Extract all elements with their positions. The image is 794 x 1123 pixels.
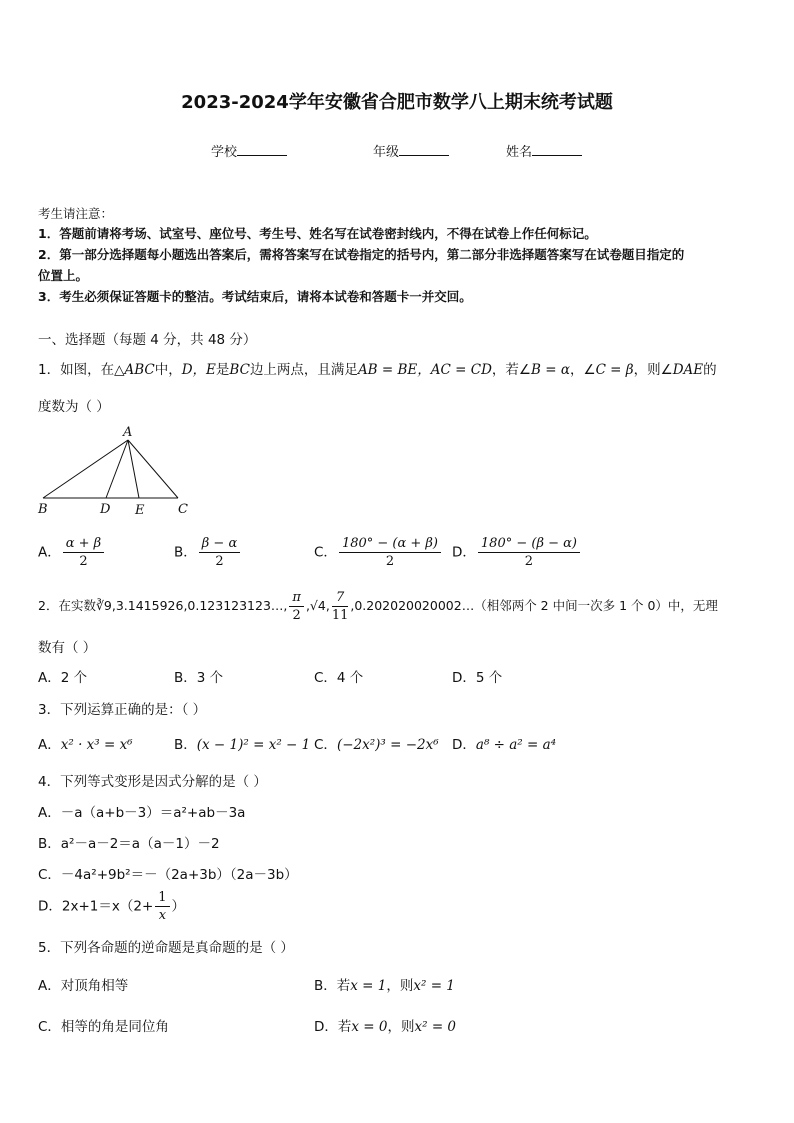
q1-stem-cont: 度数为（ ） xyxy=(38,399,110,415)
section-heading: 一、选择题（每题 4 分，共 48 分） xyxy=(38,332,257,348)
numerator: 180° − (β − α) xyxy=(478,536,580,553)
grade-blank xyxy=(399,143,449,156)
q4-option-c[interactable]: C．－4a²+9b²＝－（2a+3b）（2a－3b） xyxy=(38,867,298,883)
denominator: 2 xyxy=(524,554,534,569)
fraction xyxy=(63,536,104,569)
option-math: (−2x²)³ = −2x⁶ xyxy=(336,737,439,753)
q3-option-d[interactable] xyxy=(452,733,556,753)
numerator: 180° − (α + β) xyxy=(339,536,441,553)
option-letter: A． xyxy=(38,544,61,561)
q1-text-k: ，∠ xyxy=(569,362,596,378)
q1-option-b[interactable] xyxy=(174,536,242,569)
vertex-label-c: C xyxy=(178,502,188,517)
option-math: x² = 0 xyxy=(414,1019,457,1035)
denominator: 2 xyxy=(215,554,224,569)
q4-option-d[interactable] xyxy=(38,890,185,923)
q1-option-a[interactable] xyxy=(38,536,106,569)
option-text: ，则 xyxy=(386,978,414,994)
note-1: 1．答题前请将考场、试室号、座位号、考生号、姓名写在试卷密封线内，不得在试卷上作任何标记。 xyxy=(38,226,597,241)
denominator: 11 xyxy=(331,608,349,623)
option-text: D．2x+1＝x（2+ xyxy=(38,898,154,915)
school-blank xyxy=(237,143,287,156)
option-letter: B． xyxy=(174,737,197,753)
q1-option-d[interactable] xyxy=(452,536,582,569)
denominator: x xyxy=(158,908,167,923)
vertex-label-a: A xyxy=(123,425,133,440)
denominator: 2 xyxy=(292,608,301,623)
segment-ae xyxy=(128,440,139,498)
q1-stem xyxy=(38,358,717,378)
denominator: 2 xyxy=(79,554,88,569)
q3-option-b[interactable] xyxy=(174,733,310,753)
numerator: 1 xyxy=(155,890,169,907)
q1-angle-b: B = α xyxy=(531,362,570,378)
option-text: B．若 xyxy=(314,978,351,994)
segment-ac xyxy=(128,440,178,498)
q5-option-a[interactable]: A．对顶角相等 xyxy=(38,978,129,994)
q1-triangle: △ABC xyxy=(114,362,155,378)
name-blank xyxy=(532,143,582,156)
q1-angle-dae: DAE xyxy=(672,362,704,378)
option-text-end: ） xyxy=(171,898,186,915)
q5-option-c[interactable]: C．相等的角是同位角 xyxy=(38,1019,169,1035)
note-2-cont: 位置上。 xyxy=(38,268,89,283)
q2-option-c[interactable]: C．4 个 xyxy=(314,670,364,686)
numerator: π xyxy=(289,590,304,607)
option-math: x = 1 xyxy=(350,978,387,994)
school-field xyxy=(211,141,287,160)
option-letter: C． xyxy=(314,544,337,561)
school-label: 学校 xyxy=(211,145,238,160)
name-label: 姓名 xyxy=(506,145,533,160)
q1-side: BC xyxy=(229,362,250,378)
q1-triangle-figure xyxy=(30,422,200,517)
q1-angle-c: C = β xyxy=(595,362,634,378)
option-text: ，则 xyxy=(387,1019,415,1035)
q1-conditions: AB = BE，AC = CD xyxy=(357,362,492,378)
fraction xyxy=(199,536,240,569)
name-field xyxy=(506,141,582,160)
option-math: (x − 1)² = x² − 1 xyxy=(196,737,311,753)
q2-option-d[interactable]: D．5 个 xyxy=(452,670,503,686)
q2-text-a: 2．在实数 xyxy=(38,598,96,613)
grade-label: 年级 xyxy=(373,145,400,160)
q5-option-b[interactable] xyxy=(314,974,455,994)
q2-option-b[interactable]: B．3 个 xyxy=(174,670,224,686)
segment-ab xyxy=(43,440,128,498)
q1-text-e: 是 xyxy=(215,362,230,378)
denominator: 2 xyxy=(385,554,395,569)
q1-text-o: 的 xyxy=(703,362,717,378)
q3-stem: 3．下列运算正确的是：（ ） xyxy=(38,702,207,718)
q2-numbers-1: ∛9,3.1415926,0.123123123…, xyxy=(95,598,288,613)
option-math: x² · x³ = x⁶ xyxy=(60,737,133,753)
q4-stem: 4．下列等式变形是因式分解的是（ ） xyxy=(38,774,267,790)
option-math: a⁸ ÷ a² = a⁴ xyxy=(475,737,557,753)
q5-stem: 5．下列各命题的逆命题是真命题的是（ ） xyxy=(38,940,294,956)
q2-text-d: ,0.202020020002…（相邻两个 2 中间一次多 1 个 0）中，无理 xyxy=(350,598,718,613)
option-math: x² = 1 xyxy=(413,978,455,994)
q2-stem xyxy=(38,590,718,623)
fraction-pi-over-2 xyxy=(289,590,304,623)
q1-option-c[interactable] xyxy=(314,536,443,569)
q2-option-a[interactable]: A．2 个 xyxy=(38,670,88,686)
q1-text-m: ，则∠ xyxy=(633,362,673,378)
q4-option-a[interactable]: A．－a（a+b－3）＝a²+ab－3a xyxy=(38,805,246,821)
q4-option-b[interactable]: B．a²－a－2＝a（a－1）－2 xyxy=(38,836,220,852)
option-letter: C． xyxy=(314,737,337,753)
vertex-label-b: B xyxy=(38,502,48,517)
option-letter: D． xyxy=(452,737,476,753)
q3-option-c[interactable] xyxy=(314,733,439,753)
option-math: x = 0 xyxy=(351,1019,388,1035)
numerator: α + β xyxy=(63,536,104,553)
note-3: 3．考生必须保证答题卡的整洁。考试结束后，请将本试卷和答题卡一并交回。 xyxy=(38,289,472,304)
option-letter: A． xyxy=(38,737,61,753)
numerator: 7 xyxy=(332,590,349,607)
q1-text-i: ，若∠ xyxy=(491,362,532,378)
q2-stem-cont: 数有（ ） xyxy=(38,640,97,656)
note-2: 2．第一部分选择题每小题选出答案后，需将答案写在试卷指定的括号内，第二部分非选择题答案写在试卷题目指定的 xyxy=(38,247,685,262)
q3-option-a[interactable] xyxy=(38,733,133,753)
grade-field xyxy=(373,141,449,160)
q1-text-c: 中， xyxy=(154,362,182,378)
notes-heading: 考生请注意： xyxy=(38,206,114,221)
segment-ad xyxy=(106,440,128,498)
option-letter: B． xyxy=(174,544,197,561)
point-label-e: E xyxy=(135,503,145,517)
q2-numbers-2: ,√4, xyxy=(305,598,330,613)
fraction-7-over-11 xyxy=(332,590,349,623)
fraction xyxy=(478,536,580,569)
option-text: D．若 xyxy=(314,1019,352,1035)
fraction xyxy=(339,536,441,569)
point-label-d: D xyxy=(100,502,111,517)
q5-option-d[interactable] xyxy=(314,1015,456,1035)
option-letter: D． xyxy=(452,544,476,561)
q1-text-a: 1．如图，在 xyxy=(38,362,115,378)
q1-points: D，E xyxy=(181,362,216,378)
q1-text-g: 边上两点，且满足 xyxy=(249,362,358,378)
page-title: 2023-2024学年安徽省合肥市数学八上期末统考试题 xyxy=(181,92,613,113)
fraction xyxy=(155,890,169,923)
numerator: β − α xyxy=(199,536,240,553)
